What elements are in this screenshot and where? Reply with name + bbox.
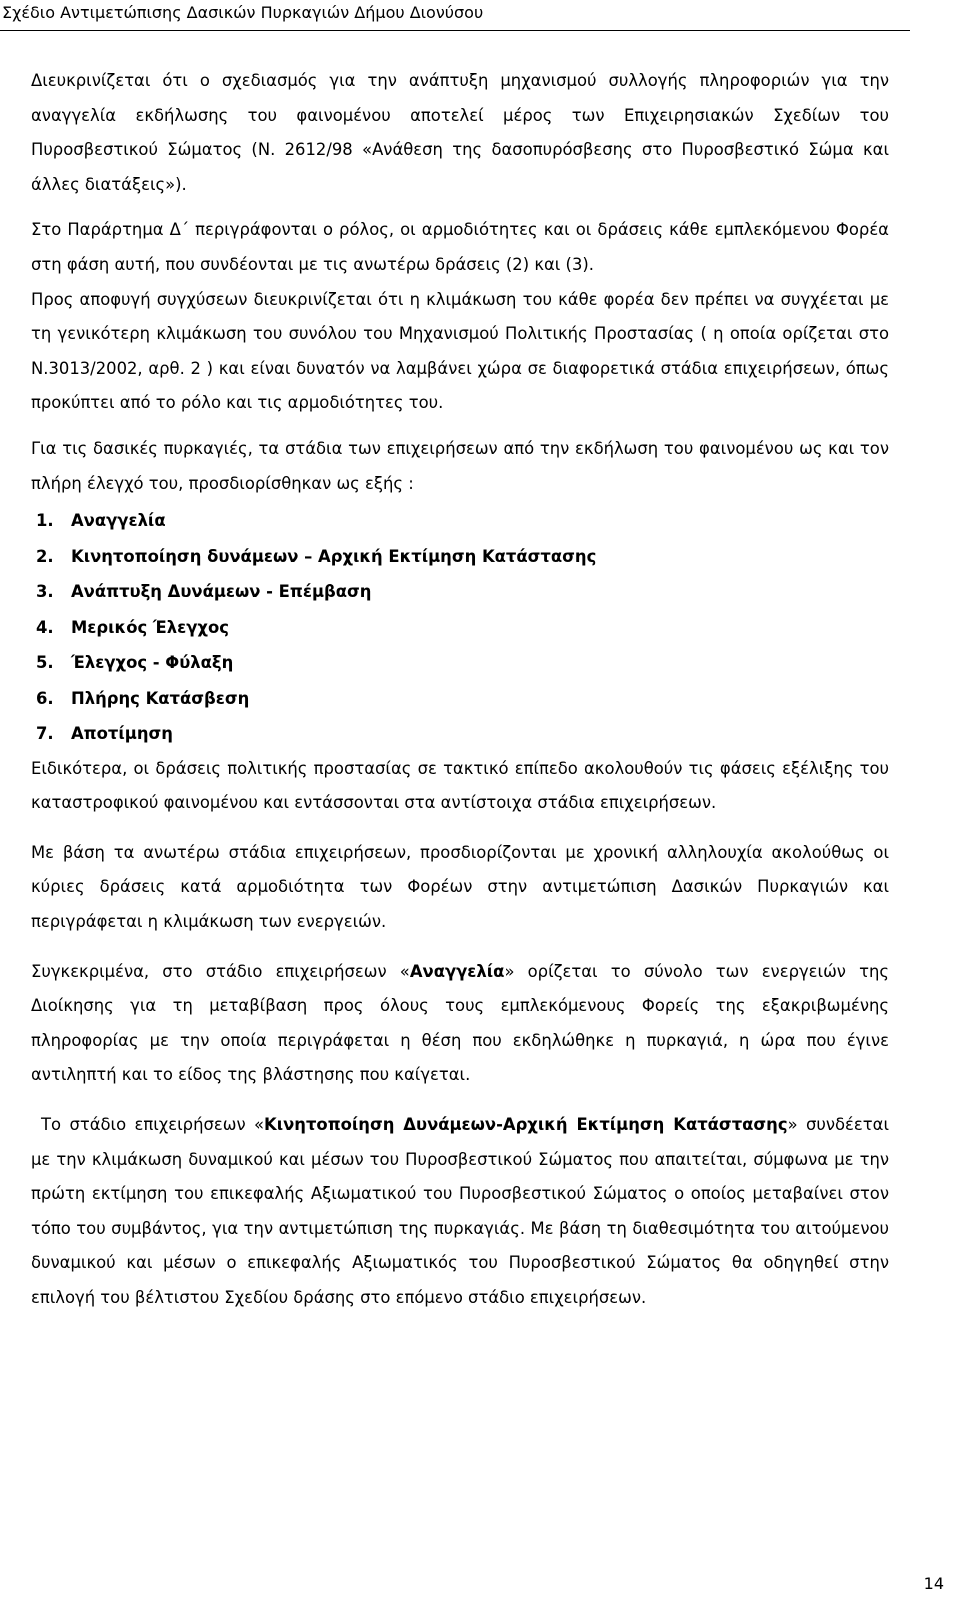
document-body: [31, 64, 889, 1316]
list-item-number: 4.: [36, 617, 54, 637]
list-item-label: Πλήρης Κατάσβεση: [71, 688, 250, 708]
paragraph-8-text-a: Το στάδιο επιχειρήσεων «: [41, 1114, 265, 1134]
list-item-label: Μερικός Έλεγχος: [71, 617, 229, 637]
list-item: [31, 610, 889, 646]
paragraph-8-text-c: » συνδέεται με την κλιμάκωση δυναμικού και μέσων του Πυροσβεστικού Σώματος που απαιτείται, σύμφωνα με την πρώτη εκτίμηση του επικεφαλής Αξιωματικού του Πυροσβεστικού Σώματος ο οποίος μεταβαίνει στον τόπο του συμβάντος, για την αντιμετώπιση της πυρκαγιάς. Με βάση τη διαθεσιμότητα του αιτούμενου δυναμικού και μέσων ο επικεφαλής Αξιωματικός του Πυροσβεστικού Σώματος θα οδηγηθεί στην επιλογή του βέλτιστου Σχεδίου δράσης στο επόμενο στάδιο επιχειρήσεων.: [31, 1114, 889, 1307]
list-item-label: Αποτίμηση: [71, 724, 173, 744]
paragraph-4: Για τις δασικές πυρκαγιές, τα στάδια των επιχειρήσεων από την εκδήλωση του φαινομένου ως και τον πλήρη έλεγχό του, προσδιορίσθηκαν ως εξής :: [31, 438, 889, 493]
paragraph-7-text-a: Συγκεκριμένα, στο στάδιο επιχειρήσεων «: [31, 961, 410, 981]
paragraph-8-bold: Κινητοποίηση Δυνάμεων-Αρχική Εκτίμηση Κατάστασης: [264, 1114, 788, 1134]
paragraph-3: Προς αποφυγή συγχύσεων διευκρινίζεται ότι η κλιμάκωση του κάθε φορέα δεν πρέπει να συγχέεται με τη γενικότερη κλιμάκωση του συνόλου του Μηχανισμού Πολιτικής Προστασίας ( η οποία ορίζεται στο Ν.3013/2002, αρθ. 2 ) και είναι δυνατόν να λαμβάνει χώρα σε διαφορετικά στάδια επιχειρήσεων, όπως προκύπτει από το ρόλο και τις αρμοδιότητες του.: [31, 289, 889, 413]
page-number: 14: [923, 1574, 944, 1593]
list-item-label: Κινητοποίηση δυνάμεων – Αρχική Εκτίμηση Κατάστασης: [71, 546, 597, 566]
paragraph-1: Διευκρινίζεται ότι ο σχεδιασμός για την ανάπτυξη μηχανισμού συλλογής πληροφοριών για την αναγγελία εκδήλωσης του φαινομένου αποτελεί μέρος των Επιχειρησιακών Σχεδίων του Πυροσβεστικού Σώματος (Ν. 2612/98 «Ανάθεση της δασοπυρόσβεσης στο Πυροσβεστικό Σώμα και άλλες διατάξεις»).: [31, 71, 889, 194]
stages-list: [31, 503, 889, 752]
paragraph-7-bold: Αναγγελία: [409, 961, 505, 981]
list-item: [31, 645, 889, 681]
paragraph-2: Στο Παράρτημα Δ΄ περιγράφονται ο ρόλος, οι αρμοδιότητες και οι δράσεις κάθε εμπλεκόμενου Φορέα στη φάση αυτή, που συνδέονται με τις ανωτέρω δράσεις (2) και (3).: [31, 220, 889, 274]
paragraph-5: Ειδικότερα, οι δράσεις πολιτικής προστασίας σε τακτικό επίπεδο ακολουθούν τις φάσεις εξέλιξης του καταστροφικού φαινομένου και εντάσσονται στα αντίστοιχα στάδια επιχειρήσεων.: [31, 758, 889, 813]
list-item: [31, 574, 889, 610]
list-item-number: 3.: [36, 582, 54, 602]
paragraph-7: [31, 955, 889, 1093]
list-item-number: 5.: [36, 653, 54, 673]
list-item-number: 1.: [36, 511, 54, 531]
list-item-label: Αναγγελία: [71, 511, 166, 531]
list-item: [31, 539, 889, 575]
paragraph-6: Με βάση τα ανωτέρω στάδια επιχειρήσεων, προσδιορίζονται με χρονική αλληλουχία ακολούθως οι κύριες δράσεις κατά αρμοδιότητα των Φορέων στην αντιμετώπιση Δασικών Πυρκαγιών και περιγράφεται η κλιμάκωση των ενεργειών.: [31, 842, 889, 931]
list-item-label: Ανάπτυξη Δυνάμεων - Επέμβαση: [71, 582, 372, 602]
list-item-number: 6.: [36, 688, 54, 708]
list-item-number: 2.: [36, 546, 54, 566]
list-item: [31, 503, 889, 539]
paragraph-8: [31, 1108, 889, 1316]
list-item-label: Έλεγχος - Φύλαξη: [71, 653, 234, 673]
list-item: [31, 681, 889, 717]
list-item: [31, 716, 889, 752]
paragraph-7-text-c: » ορίζεται το σύνολο των ενεργειών της Διοίκησης για τη μεταβίβαση προς όλους τους εμπλεκόμενους Φορείς της εξακριβωμένης πληροφορίας με την οποία περιγράφεται η θέση που εκδηλώθηκε η πυρκαγιά, η ώρα που έγινε αντιληπτή και το είδος της βλάστησης που καίγεται.: [31, 961, 889, 1085]
list-item-number: 7.: [36, 724, 54, 744]
page-header: Σχέδιο Αντιμετώπισης Δασικών Πυρκαγιών Δήμου Διονύσου: [0, 0, 910, 31]
